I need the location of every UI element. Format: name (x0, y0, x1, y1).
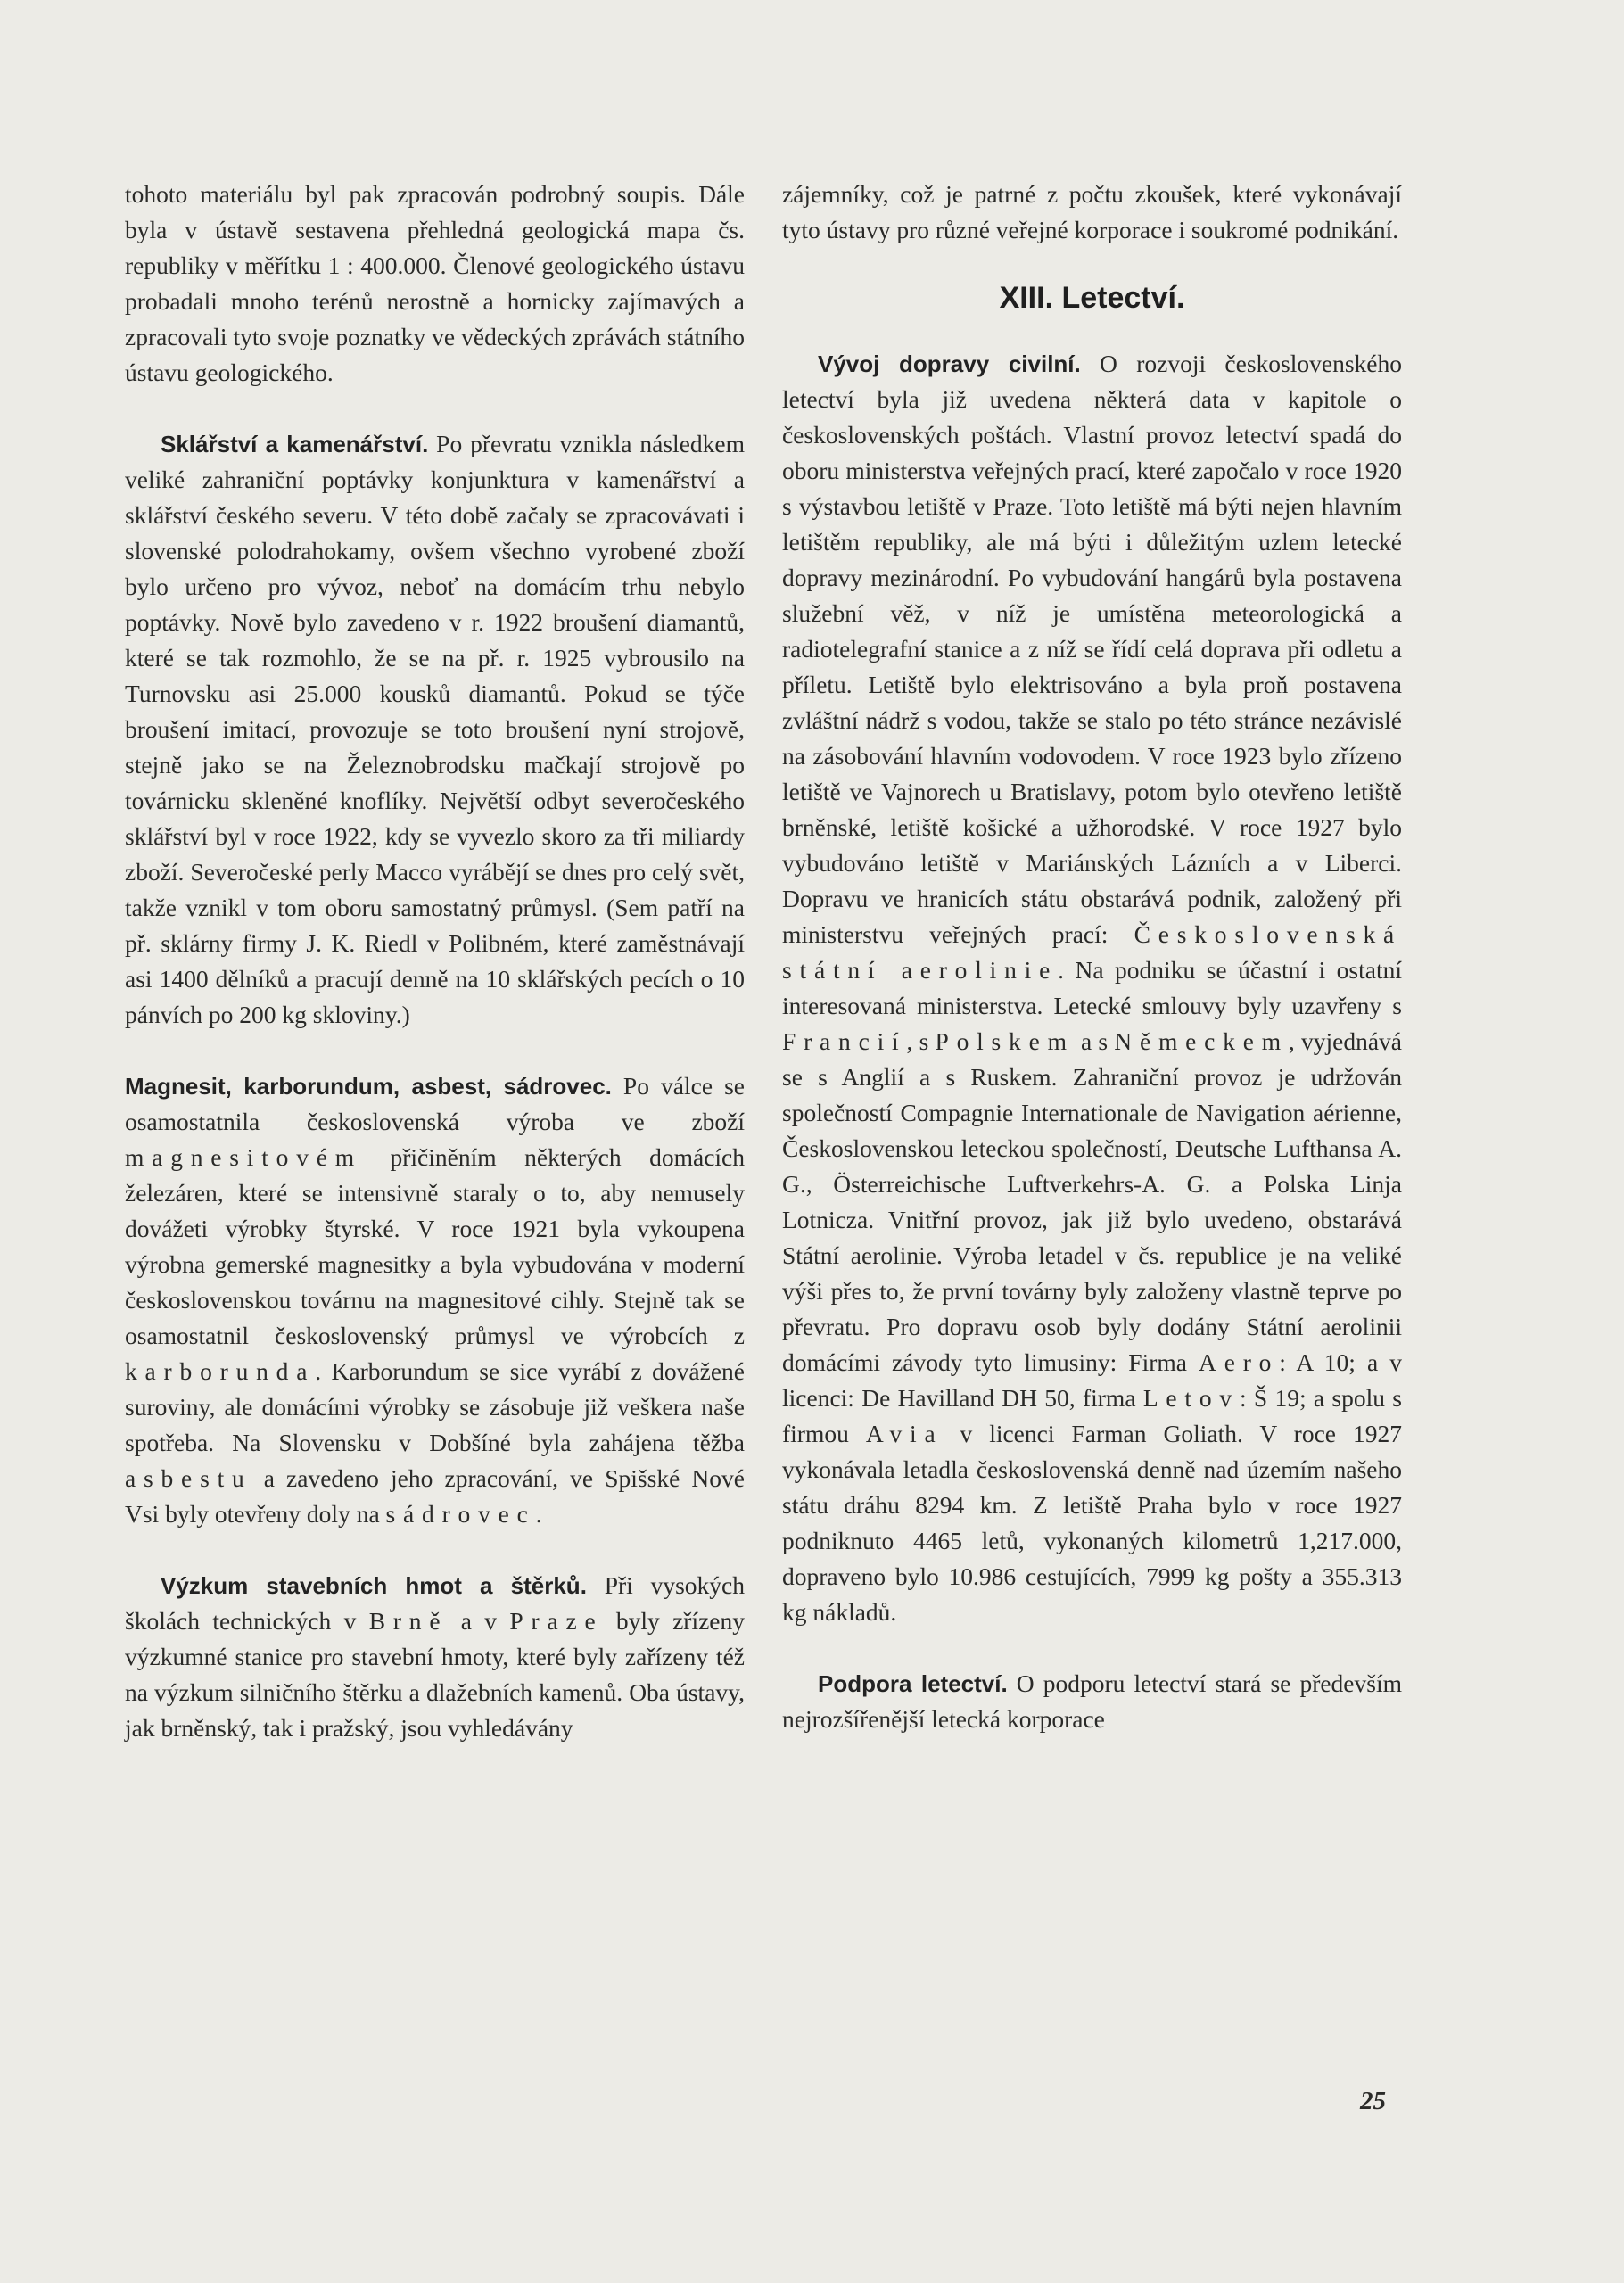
spaced-aero: Aero (1199, 1348, 1280, 1376)
text-aviation-d: a s (1074, 1027, 1115, 1055)
text-magnesite-d: a zavedeno jeho zpracování, ve Spišské Nové Vsi byly otevřeny doly na (125, 1464, 745, 1528)
left-column (125, 177, 745, 1746)
spaced-avia: Avia (865, 1420, 944, 1447)
heading-civil-aviation: Vývoj dopravy civilní. (818, 350, 1081, 377)
spaced-praze: Praze (509, 1607, 604, 1635)
heading-building-materials: Výzkum stavebních hmot a štěrků. (161, 1572, 587, 1599)
text-aviation-c: , s (906, 1027, 936, 1055)
text-building-c: byly zřízeny výzkumné stanice pro stavební hmoty, které byly zařízeny též na výzkum silničního štěrku a dlažebních kamenů. Oba ústavy, jak brněnský, tak i pražský, jsou vyhledávány (125, 1607, 745, 1742)
spaced-brne: Brně (368, 1607, 449, 1635)
text-magnesite-b: přičiněním některých domácích železáren, které se intensivně staraly o to, aby nemusely dovážeti výrobky štyrské. V roce 1921 byla vykoupena výrobna gemerské magnesitky a byla vybudována v moderní československou továrnu na magnesitové cihly. Stejně tak se osamostatnil československý průmysl ve výrobcích z (125, 1143, 745, 1349)
text-aviation-f: : A 10; a v licenci: De Havilland DH 50, firma (782, 1348, 1402, 1412)
heading-magnesite: Magnesit, karborundum, asbest, sádrovec. (125, 1073, 612, 1100)
text-aviation-a: O rozvoji československého letectví byla již uvedena některá data v kapitole o československých poštách. Vlastní provoz letectví spadá do oboru ministerstva veřejných prací, které započalo v roce 1920 s výstavbou letiště v Praze. Toto letiště má býti nejen hlavním letištěm republiky, ale má býti i důležitým uzlem letecké dopravy mezinárodní. Po vybudování hangárů byla postavena služební věž, v níž je umístěna meteorologická a radiotelegrafní stanice a z níž se řídí celá doprava při odletu a příletu. Letiště bylo elektrisováno a byla proň postavena zvláštní nádrž s vodou, takže se stalo po této stránce nezávislé na zásobování hlavním vodovodem. V roce 1923 bylo zřízeno letiště ve Vajnorech u Bratislavy, potom bylo otevřeno letiště brněnské, letiště košické a užhorodské. V roce 1927 bylo vybudováno letiště v Mariánských Lázních a v Liberci. Dopravu ve hranicích státu obstarává podnik, založený při ministerstvu veřejných prací: (782, 350, 1402, 948)
page-number: 25 (1360, 2087, 1386, 2115)
spaced-state-airline: Československá státní aerolinie (782, 920, 1402, 984)
spaced-francii: Francií (782, 1027, 907, 1055)
text-aviation-b: . Na podniku se účastní i ostatní interesovaná ministerstva. Letecké smlouvy byly uzavřeny s (782, 956, 1402, 1019)
paragraph-aviation-support (782, 1666, 1402, 1737)
spaced-magnesitovem: magnesitovém (125, 1143, 362, 1171)
spaced-polskem: Polskem (935, 1027, 1075, 1055)
heading-glassmaking: Sklářství a kamenářství. (161, 431, 429, 457)
spaced-sadrovec: sádrovec (385, 1500, 536, 1528)
paragraph-continuation: zájemníky, což je patrné z počtu zkoušek, které vykonávají tyto ústavy pro různé veřejné korporace i soukromé podnikání. (782, 180, 1402, 243)
text-aviation-e: , vyjednává se s Anglií a s Ruskem. Zahraniční provoz je udržován společností Compagnie Internationale de Navigation aérienne, Československou leteckou společností, Deutsche Lufthansa A. G., Österreichische Luftverkehrs-A. G. a Polska Linja Lotnicza. Vnitřní provoz, jak již bylo uvedeno, obstarává Státní aerolinie. Výroba letadel v čs. republice je na veliké výši přes to, že první továrny byly založeny vlastně teprve po převratu. Pro dopravu osob byly dodány Státní aerolinii domácími závody tyto limusiny: Firma (782, 1027, 1402, 1376)
text-magnesite-a: Po válce se osamostatnila československá výroba ve zboží (125, 1072, 745, 1135)
spaced-nemeckem: Německem (1114, 1027, 1289, 1055)
text-building-a: Při vysokých školách technických v (125, 1571, 746, 1635)
heading-aviation-support: Podpora letectví. (818, 1670, 1008, 1697)
text-building-b: a v (448, 1607, 510, 1635)
spaced-asbestu: asbestu (125, 1464, 252, 1492)
text-magnesite-c: . Karborundum se sice vyrábí z dovážené suroviny, ale domácími výrobky se zásobuje již veškera naše spotřeba. Na Slovensku v Dobšíné byla zahájena těžba (125, 1357, 745, 1456)
text-aviation-support: O podporu letectví stará se především nejrozšířenější letecká korporace (782, 1669, 1402, 1733)
paragraph-glassmaking (125, 426, 745, 1033)
section-title: XIII. Letectví. (999, 281, 1185, 315)
right-column (782, 177, 1402, 1737)
text-glassmaking: Po převratu vznikla následkem veliké zahraniční poptávky konjunktura v kamenářství a sklářství českého severu. V této době začaly se zpracovávati i slovenské polodrahokamy, ovšem všechno vyrobené zboží bylo určeno pro vývoz, neboť na domácím trhu nebylo poptávky. Nově bylo zavedeno v r. 1922 broušení diamantů, které se tak rozmohlo, že se na př. r. 1925 vybrousilo na Turnovsku asi 25.000 kousků diamantů. Pokud se týče broušení imitací, provozuje se toto broušení nyní strojově, stejně jako se na Železnobrodsku mačkají strojově po továrnicku skleněné knoflíky. Největší odbyt severočeského sklářství byl v roce 1922, kdy se vyvezlo skoro za tři miliardy zboží. Severočeské perly Macco vyrábějí se dnes pro celý svět, takže vznikl v tom oboru samostatný průmysl. (Sem patří na př. sklárny firmy J. K. Riedl v Polibném, které zaměstnávají asi 1400 dělníků a pracují denně na 10 sklářských pecích o 10 pánvích po 200 kg skloviny.) (125, 430, 745, 1028)
text-magnesite-e: . (535, 1500, 542, 1528)
paragraph-civil-aviation (782, 346, 1402, 1630)
paragraph-building-materials (125, 1568, 745, 1746)
paragraph-geology: tohoto materiálu byl pak zpracován podrobný soupis. Dále byla v ústavě sestavena přehledná geologická mapa čs. republiky v měřítku 1 : 400.000. Členové geologického ústavu probadali mnoho terénů nerostně a hornicky zajímavých a zpracovali tyto svoje poznatky ve vědeckých zprávách státního ústavu geologického. (125, 180, 745, 386)
paragraph-magnesite (125, 1068, 745, 1532)
text-aviation-g: : Š 19; a spolu s firmou (782, 1384, 1403, 1447)
spaced-karborunda: karborunda (125, 1357, 316, 1385)
text-aviation-h: v licenci Farman Goliath. V roce 1927 vykonávala letadla československá denně nad územím našeho státu dráhu 8294 km. Z letiště Praha bylo v roce 1927 podniknuto 4465 letů, vykonaných kilometrů 1,217.000, dopraveno bylo 10.986 cestujících, 7999 kg pošty a 355.313 kg nákladů. (782, 1420, 1402, 1626)
spaced-letov: Letov (1142, 1384, 1240, 1412)
